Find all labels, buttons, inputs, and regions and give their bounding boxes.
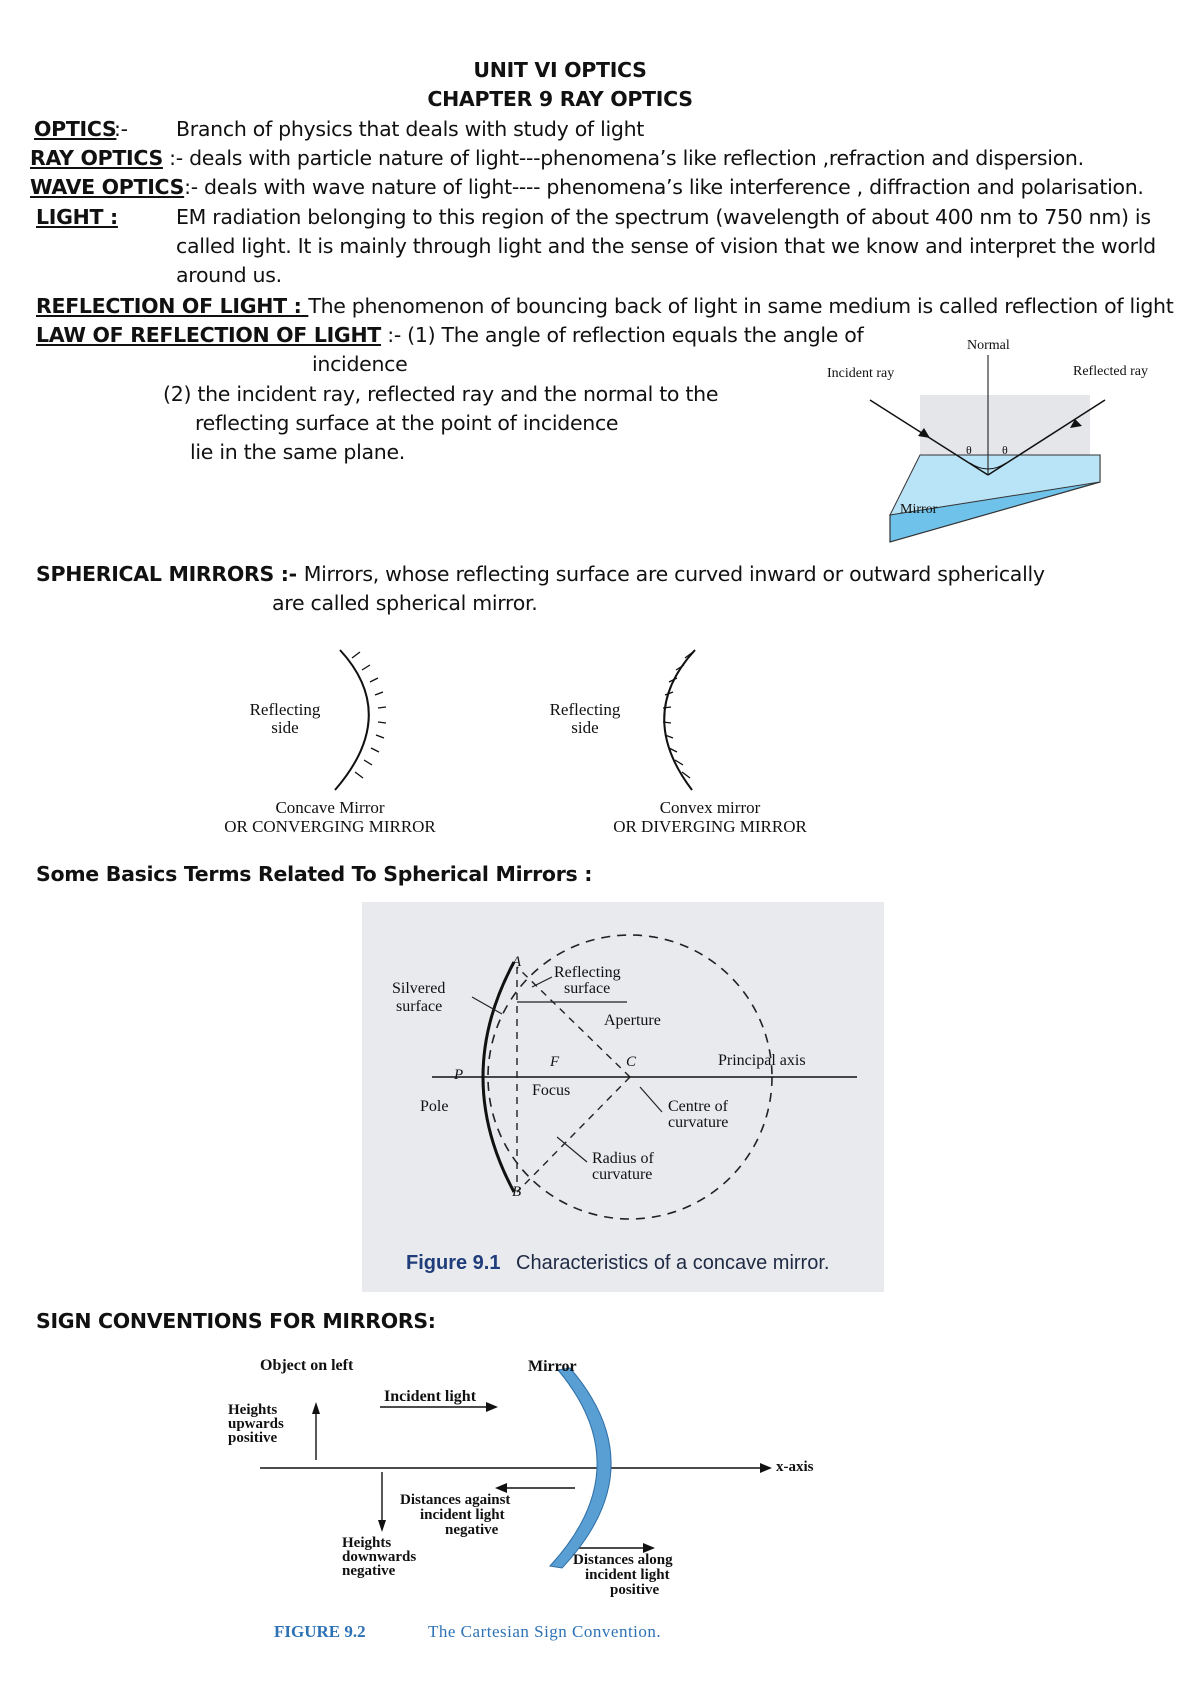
label-incident-ray: Incident ray — [827, 366, 895, 381]
definition-ray-optics — [30, 144, 1084, 173]
sign-heading: SIGN CONVENTIONS FOR MIRRORS: — [36, 1309, 436, 1333]
convex-arc — [664, 650, 695, 790]
label-heights-down-2: downwards — [342, 1549, 417, 1565]
label-heights-up-1: Heights — [228, 1402, 278, 1418]
figure-9-2-drawing — [220, 1350, 840, 1650]
figure-9-1-number: Figure 9.1 — [406, 1252, 501, 1274]
convex-reflecting-label: Reflecting — [549, 700, 621, 719]
unit-title: UNIT VI OPTICS — [473, 58, 647, 82]
convex-name: Convex mirror — [659, 798, 761, 817]
figure-9-2-caption: The Cartesian Sign Convention. — [428, 1622, 662, 1641]
label-centre-1: Centre of — [668, 1098, 728, 1115]
spherical-line-1-wrap — [36, 560, 1045, 589]
label-radius-2: curvature — [592, 1166, 653, 1183]
label-along-3: positive — [610, 1582, 660, 1598]
law-line-4: reflecting surface at the point of incidence — [195, 411, 619, 435]
label-focus: Focus — [532, 1082, 571, 1099]
term-light: LIGHT : — [36, 205, 118, 229]
chapter-title: CHAPTER 9 RAY OPTICS — [427, 87, 693, 111]
label-heights-up-3: positive — [228, 1430, 278, 1446]
figure-9-1-drawing — [362, 902, 884, 1292]
law-line-2: incidence — [312, 352, 408, 376]
label-against-1: Distances against — [400, 1492, 511, 1508]
incident-arrowhead — [486, 1402, 498, 1412]
concave-alt-name: OR CONVERGING MIRROR — [224, 817, 436, 836]
law-line-5: lie in the same plane. — [190, 440, 406, 464]
concave-name: Concave Mirror — [275, 798, 385, 817]
label-heights-down-1: Heights — [342, 1535, 392, 1551]
label-reflecting: Reflecting — [554, 964, 621, 981]
heights-down-arrowhead — [378, 1520, 386, 1532]
definition-wave-optics — [30, 173, 1144, 202]
label-c: C — [626, 1054, 637, 1070]
heights-up-arrowhead — [312, 1402, 320, 1414]
label-theta-2: θ — [1002, 443, 1008, 457]
light-line-2: called light. It is mainly through light and the sense of vision that we know and interpret the world — [176, 234, 1156, 258]
x-axis-arrowhead — [760, 1463, 772, 1473]
label-a: A — [512, 954, 522, 970]
label-heights-down-3: negative — [342, 1563, 396, 1579]
label-silvered-surface: surface — [396, 998, 443, 1015]
label-f: F — [550, 1054, 560, 1070]
centre-pointer — [640, 1087, 662, 1112]
concave-reflecting-label: Reflecting — [249, 700, 321, 719]
ray-optics-text: :- deals with particle nature of light---phenomena’s like reflection ,refraction and dispersion. — [162, 146, 1084, 170]
term-spherical: SPHERICAL MIRRORS :- — [36, 562, 304, 586]
reflecting-pointer — [532, 977, 552, 987]
label-along-1: Distances along — [573, 1552, 673, 1568]
radius-pointer — [557, 1137, 587, 1162]
label-mirror: Mirror — [528, 1358, 577, 1375]
concave-side-label: side — [271, 718, 299, 737]
label-x-axis: x-axis — [776, 1459, 814, 1475]
term-ray-optics: RAY OPTICS — [30, 146, 163, 170]
label-against-2: incident light — [420, 1507, 505, 1523]
definition-reflection — [36, 292, 1173, 321]
label-mirror: Mirror — [900, 502, 938, 517]
label-radius-1: Radius of — [592, 1150, 654, 1167]
label-pole: Pole — [420, 1098, 449, 1115]
label-p: P — [454, 1067, 464, 1083]
figure-9-1 — [362, 902, 884, 1292]
law-line-1-wrap — [36, 321, 863, 350]
term-wave-optics: WAVE OPTICS — [30, 175, 185, 199]
label-heights-up-2: upwards — [228, 1416, 284, 1432]
label-reflecting-surface: surface — [564, 980, 611, 997]
label-along-2: incident light — [585, 1567, 670, 1583]
law-line-3: (2) the incident ray, reflected ray and the normal to the — [163, 382, 719, 406]
label-centre-2: curvature — [668, 1114, 729, 1131]
term-law: LAW OF REFLECTION OF LIGHT — [36, 323, 381, 347]
label-theta-1: θ — [966, 443, 972, 457]
convex-side-label: side — [571, 718, 599, 737]
figure-9-2-number: FIGURE 9.2 — [274, 1622, 366, 1641]
label-silvered: Silvered — [392, 980, 446, 997]
reflection-text: The phenomenon of bouncing back of light in same medium is called reflection of light — [308, 294, 1174, 318]
label-principal-axis: Principal axis — [718, 1052, 806, 1069]
concave-mirror-drawing — [320, 640, 440, 800]
label-aperture: Aperture — [604, 1012, 661, 1029]
convex-mirror-drawing — [640, 640, 760, 800]
spherical-line-1: Mirrors, whose reflecting surface are curved inward or outward spherically — [303, 562, 1045, 586]
spherical-line-2: are called spherical mirror. — [272, 591, 538, 615]
concave-arc — [335, 650, 369, 790]
label-object-left: Object on left — [260, 1357, 354, 1374]
wave-optics-text: :- deals with wave nature of light---- phenomena’s like interference , diffraction and polarisation. — [184, 175, 1144, 199]
label-normal: Normal — [967, 338, 1010, 353]
law-line-1: :- (1) The angle of reflection equals the angle of — [381, 323, 864, 347]
convex-alt-name: OR DIVERGING MIRROR — [613, 817, 807, 836]
light-line-3: around us. — [176, 263, 282, 287]
light-line-1: EM radiation belonging to this region of the spectrum (wavelength of about 400 nm to 750 nm) is — [176, 205, 1151, 229]
label-incident-light: Incident light — [384, 1388, 477, 1405]
label-b: B — [512, 1184, 522, 1200]
optics-separator: :- — [114, 117, 128, 141]
term-reflection: REFLECTION OF LIGHT : — [36, 294, 309, 318]
optics-text: Branch of physics that deals with study of light — [176, 117, 645, 141]
label-reflected-ray: Reflected ray — [1073, 364, 1149, 379]
label-against-3: negative — [445, 1522, 499, 1538]
term-optics: OPTICS — [34, 117, 117, 141]
basics-heading: Some Basics Terms Related To Spherical Mirrors : — [36, 862, 593, 886]
figure-9-1-caption: Characteristics of a concave mirror. — [516, 1252, 830, 1274]
